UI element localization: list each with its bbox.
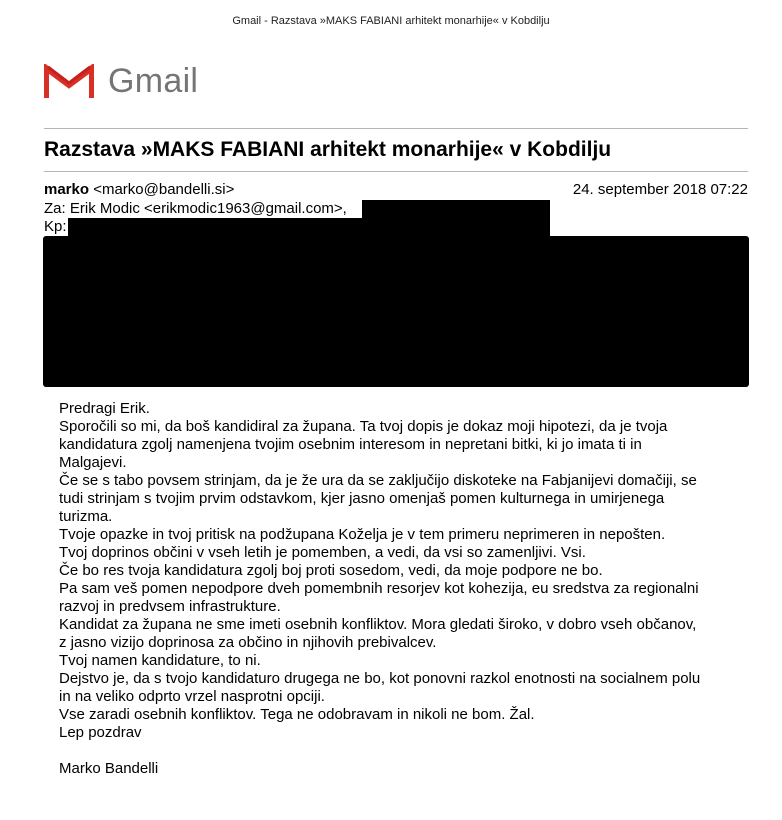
sender-name: marko [44,181,90,198]
body-line: Vse zaradi osebnih konfliktov. Tega ne odobravam in nikoli ne bom. Žal. [59,706,535,723]
body-line: razvoj in predvsem infrastrukture. [59,598,281,615]
redaction-to [362,200,550,220]
sender-line [44,181,234,199]
header-divider [44,128,748,129]
sender-email[interactable]: <marko@bandelli.si> [93,181,235,198]
signature-gap [59,742,739,760]
body-line: z jasno vizijo doprinosa za občino in njihovih prebivalcev. [59,634,437,651]
body-line: Kandidat za župana ne sme imeti osebnih konfliktov. Mora gledati široko, v dobro vseh občanov, [59,616,697,633]
body-line: Tvoje opazke in tvoj pritisk na podžupana Koželja je v tem primeru neprimeren in nepošten. [59,526,666,543]
body-line: Dejstvo je, da s tvojo kandidaturo drugega ne bo, kot ponovni razkol enotnosti na socialnem polu [59,670,701,687]
body-line: Tvoj doprinos občini v vseh letih je pomemben, a vedi, da vsi so zamenljivi. Vsi. [59,544,586,561]
body-line: Tvoj namen kandidature, to ni. [59,652,261,669]
body-line: Če bo res tvoja kandidatura zgolj boj proti sosedom, vedi, da moje podpore ne bo. [59,562,603,579]
body-line: Predragi Erik. [59,400,150,417]
gmail-logo [44,62,198,101]
subject-divider [44,171,748,172]
body-line: in na veliko odprto vrzel nasprotni opciji. [59,688,325,705]
to-value[interactable]: Erik Modic <erikmodic1963@gmail.com>, [69,200,347,217]
gmail-envelope-icon [44,64,94,100]
redaction-block [43,236,749,387]
body-line: kandidatura zgolj namenjena tvojim osebnim interesom in nepretani bitki, ki jo imata ti in [59,436,642,453]
signature: Marko Bandelli [59,760,159,777]
email-subject: Razstava »MAKS FABIANI arhitekt monarhije« v Kobdilju [44,138,612,161]
body-line: Malgajevi. [59,454,127,471]
body-line: tudi strinjam s tvojim prvim odstavkom, kjer jasno omenjaš pomen kulturnega in umirjenega [59,490,665,507]
to-line [44,200,347,218]
cc-line [44,218,67,236]
cc-label: Kp: [44,218,67,235]
body-line: Pa sam veš pomen nepodpore dveh pomembnih resorjev kot kohezija, eu sredstva za regionalni [59,580,699,597]
body-line: Če se s tabo povsem strinjam, da je že ura da se zaključijo diskoteke na Fabjanijevi domačiji, se [59,472,697,489]
body-line: Sporočili so mi, da boš kandidiral za župana. Ta tvoj dopis je dokaz moji hipotezi, da je tvoja [59,418,668,435]
gmail-wordmark: Gmail [108,62,199,100]
window-title: Gmail - Razstava »MAKS FABIANI arhitekt monarhije« v Kobdilju [232,15,550,27]
email-date: 24. september 2018 07:22 [572,181,748,198]
body-line: turizma. [59,508,113,525]
to-label: Za: [44,200,66,217]
body-line: Lep pozdrav [59,724,142,741]
redaction-cc [68,218,550,236]
email-body [59,400,739,778]
